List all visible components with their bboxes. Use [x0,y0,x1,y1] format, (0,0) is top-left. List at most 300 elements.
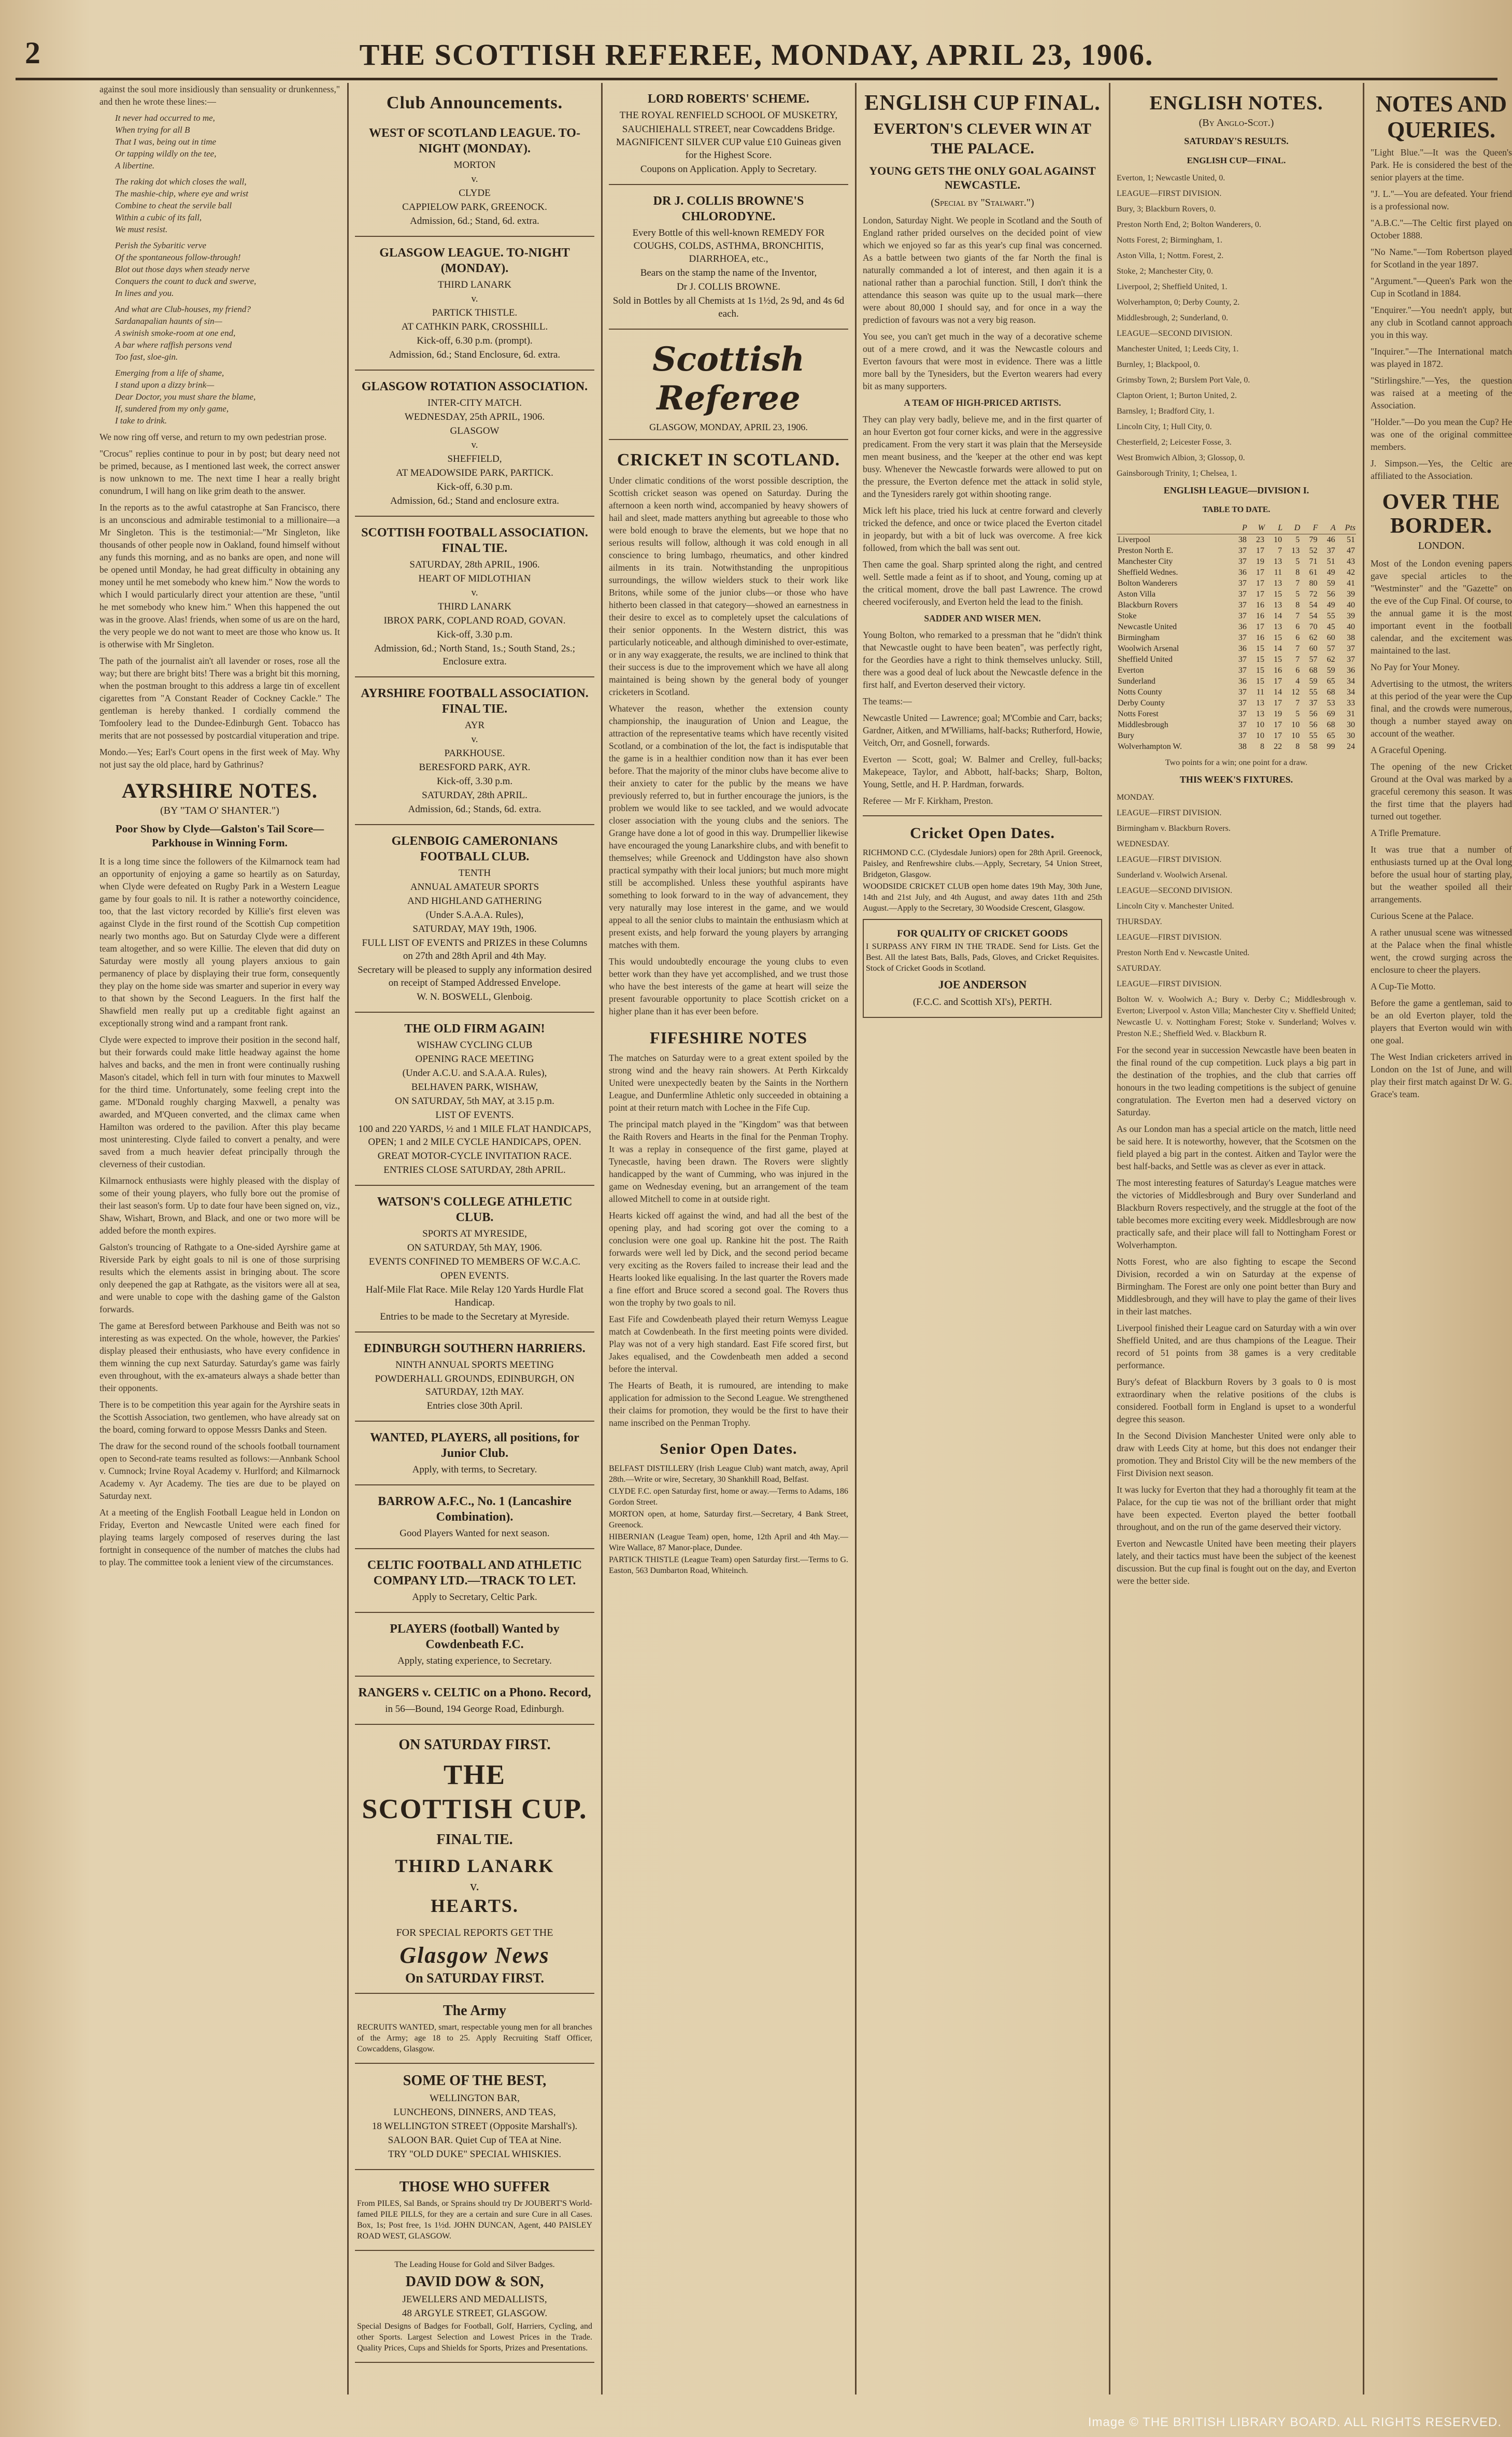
advert-title: THE OLD FIRM AGAIN! [404,1022,545,1036]
table-cell: 38 [1347,633,1355,642]
table-cell: Manchester City [1118,557,1173,566]
poem-stanza: Emerging from a life of shame, I stand upon a dizzy brink— Dear Doctor, you must share the blame, If, sundered from my only game, I take to drink. [115,368,256,426]
table-cell: 37 [1238,546,1247,555]
table-row [1117,534,1356,546]
table-row [1117,556,1356,567]
table-cell: Notts Forest [1118,710,1159,718]
advert-line: LUNCHEONS, DINNERS, AND TEAS, [393,2107,556,2118]
section-title-over-the-border: OVER THE BORDER. [1382,490,1501,538]
article-paragraph: Liverpool finished their League card on Saturday with a win over Sheffield United, and are thus champions of the League. Their record of 51 points from 38 games is a very creditable performance. [1117,1323,1356,1370]
table-cell: 5 [1295,710,1300,718]
article-paragraph: Everton — Scott, goal; W. Balmer and Crelley, full-backs; Makepeace, Taylor, and Abbott, half-backs; Sharp, Bolton, Young, Settle, and H. P. Hardman, forwards. [863,754,1102,789]
poem-stanza: And what are Club-houses, my friend? Sardanapalian haunts of sin— A swinish smoke-room at one end, A bar where raffish persons vend Too fast, sloe-gin. [115,304,251,362]
advert-team: HEARTS. [431,1895,519,1916]
advert-title: CELTIC FOOTBALL AND ATHLETIC COMPANY LTD.—TRACK TO LET. [367,1558,582,1588]
table-cell: 16 [1256,612,1264,620]
table-header-cell: D [1283,522,1301,534]
section-title-ayrshire: AYRSHIRE NOTES. [121,779,318,802]
article-paragraph: Newcastle United — Lawrence; goal; M'Combie and Carr, backs; Gardner, Aitken, and M'Williams, half-backs; Rutherford, Howie, Veitch, Orr, and Gosnell, forwards. [863,713,1102,748]
fixture-line: LEAGUE—FIRST DIVISION. [1117,980,1222,988]
advert-title: RANGERS v. CELTIC on a Phono. Record, [358,1686,591,1699]
table-row [1117,632,1356,643]
advert-line: PARKHOUSE. [444,748,505,759]
advert-line: SPORTS AT MYRESIDE, [422,1228,527,1239]
jewellers-advert [355,2251,594,2363]
article-paragraph: Under climatic conditions of the worst possible description, the Scottish cricket season was opened on Saturday. During the afternoon a keen north wind, accompanied by heavy showers of hail and sleet, made matters anything but agreeable to those who were bold enough to brave the elements, but we hope that no serious results will follow, although it was cold enough in all conscience to bring lumbago, rheumatics, and other kindred ailments in its train. Notwithstanding the unpropitious surroundings, the willow wielders stuck to their work like Britons, while some of the junior clubs—or those who have hitherto been classed in that category—showed an earnestness in their desire to excel as to completely upset the calculations of their senior opponents. In the Western district, this was particularly noticeable, and although diminished to over-estimate, or in any way exaggerate, the results, we are inclined to think that their success is due to the improvement which we have all along maintained is being shown by the general body of younger cricketers in Scotland. [609,475,848,697]
result-line: Middlesbrough, 2; Sunderland, 0. [1117,314,1229,322]
fixture-line: LEAGUE—FIRST DIVISION. [1117,809,1222,817]
table-cell: 40 [1347,601,1355,610]
advert-line: Dr J. COLLIS BROWNE. [676,281,781,292]
advert-line: MORTON [453,160,496,171]
table-cell: Blackburn Rovers [1118,601,1178,610]
advert-title: THOSE WHO SUFFER [399,2179,550,2195]
advert-team: THIRD LANARK [395,1855,554,1876]
dateline: LONDON. [1418,540,1465,551]
table-cell: 70 [1309,622,1318,631]
advert-line: SATURDAY, 28th APRIL, 1906. [409,559,540,570]
table-cell: 43 [1347,557,1355,566]
table-cell: 34 [1347,677,1355,686]
result-line: Notts Forest, 2; Birmingham, 1. [1117,236,1222,245]
fixture-line: THURSDAY. [1117,917,1162,926]
table-cell: 7 [1295,655,1300,664]
fixture-line: Bolton W. v. Woolwich A.; Bury v. Derby C.; Middlesbrough v. Everton; Liverpool v. Aston Villa; Manchester City v. Sheffield United; Newcastle U. v. Nottingham Forest; Stoke v. Sunderland; Wolves v. Preston N.E.; Sheffield Wed. v. Blackburn R. [1117,995,1356,1038]
table-cell: 65 [1326,677,1335,686]
table-cell: 46 [1326,535,1335,544]
club-advert [609,185,848,330]
article-paragraph: Curious Scene at the Palace. [1371,911,1474,921]
advert-line: THIRD LANARK [438,279,511,290]
article-paragraph: It is a long time since the followers of the Kilmarnock team had an opportunity of enjoying a game so heartily as on Saturday, when Clyde were defeated on Rugby Park in a Western League game by four goals to nil. It is rather a noteworthy coincidence, too, that the last victory recorded by Killie's first eleven was against Clyde in the first round of the Scottish Cup competition nearly two months ago. But on Saturday Clyde were a different team altogether, and so were Killie. The eleven that did duty on Saturday were mostly all young players anxious to gain permanency of place by displaying their true form, consequently they play on the home side was smarter and superior in every way to that shown by the Second Leaguers. In the first half the Shawfield men really put up a creditable fight against an exceptionally strong wind and a rampant front rank. [99,856,340,1028]
results-list [1117,173,1356,479]
fixture-line: SATURDAY. [1117,964,1161,973]
table-cell: 58 [1309,742,1318,751]
result-line: Everton, 1; Newcastle United, 0. [1117,174,1225,182]
table-cell: Notts County [1118,688,1162,697]
table-cell: 8 [1260,742,1264,751]
table-cell: 79 [1309,535,1318,544]
sub-headline: Poor Show by Clyde—Galston's Tail Score—Parkhouse in Winning Form. [115,823,324,849]
table-cell: 69 [1326,710,1335,718]
table-row [1117,589,1356,600]
advert-line: NINTH ANNUAL SPORTS MEETING [395,1359,554,1370]
advert-line: 18 WELLINGTON STREET (Opposite Marshall's). [372,2121,578,2132]
club-advert [355,1677,594,1725]
advert-line: v. [471,734,478,745]
table-cell: 56 [1309,720,1318,729]
table-row [1117,545,1356,556]
league-table-body [1117,534,1356,753]
column-1 [93,83,346,2405]
article-paragraph: There is to be competition this year again for the Ayrshire seats in the Scottish Association, two gentlemen, who have already sat on the board, coming forward to oppose Messrs Danks and Steen. [99,1399,340,1435]
masthead-rule [16,78,1497,80]
fixture-line: LEAGUE—FIRST DIVISION. [1117,933,1222,942]
table-cell: 6 [1295,666,1300,675]
result-line: Stoke, 2; Manchester City, 0. [1117,267,1214,276]
article-paragraph: Everton and Newcastle United have been meeting their players lately, and their tactics must have been the subject of the keenest discussion. But the cup final is fought out on the day, and Everton were the better side. [1117,1538,1356,1586]
table-row [1117,730,1356,741]
article-paragraph: Galston's trouncing of Rathgate to a One-sided Ayrshire game at Riverside Park by eight goals to nil is one of those surprising results which the elements assist in bringing about. The score only deepened the gap at Rathgate, as the visitors were all at sea, and were unable to cope with the dashing game of the Galston forwards. [99,1242,340,1314]
query-answer: "Stirlingshire."—Yes, the question was raised at a meeting of the Association. [1371,375,1512,410]
result-line: Preston North End, 2; Bolton Wanderers, 0. [1117,220,1261,229]
table-cell: Aston Villa [1118,590,1156,599]
table-cell: 23 [1256,535,1264,544]
table-cell: 37 [1238,655,1247,664]
table-cell: 17 [1256,622,1264,631]
table-cell: Woolwich Arsenal [1118,644,1179,653]
table-cell: 37 [1238,688,1247,697]
advert-line: GLASGOW [450,426,500,436]
query-answer: "No Name."—Tom Robertson played for Scotland in the year 1897. [1371,247,1512,270]
advert-line: BERESFORD PARK, AYR. [419,762,531,773]
advert-line: Secretary will be pleased to supply any information desired on receipt of Stamped Addressed Envelope. [358,965,592,988]
table-cell: 13 [1274,622,1282,631]
table-cell: 17 [1274,731,1282,740]
advert-line: in 56—Bound, 194 George Road, Edinburgh. [385,1704,564,1715]
advert-line: v. [470,1878,479,1893]
table-cell: 8 [1295,568,1300,577]
advert-paper-name: Glasgow News [400,1943,550,1968]
advert-line: SALOON BAR. Quiet Cup of TEA at Nine. [388,2135,562,2146]
table-cell: 56 [1309,710,1318,718]
query-answer: "Holder."—Do you mean the Cup? He was one of the original committee members. [1371,417,1512,452]
fixture-line: Lincoln City v. Manchester United. [1117,902,1234,911]
table-row [1117,643,1356,654]
advert-line: Bears on the stamp the name of the Inventor, [640,267,817,278]
advert-line: BELHAVEN PARK, WISHAW, [411,1082,538,1093]
advert-title: DAVID DOW & SON, [405,2274,544,2290]
result-line: LEAGUE—SECOND DIVISION. [1117,329,1233,338]
byline: (By Anglo-Scot.) [1199,117,1274,129]
cross-head: SADDER AND WISER MEN. [924,613,1041,624]
article-paragraph: Referee — Mr F. Kirkham, Preston. [863,796,993,806]
table-row [1117,719,1356,730]
table-cell: 17 [1256,579,1264,588]
table-cell: 37 [1309,699,1318,707]
table-cell: 11 [1274,568,1282,577]
result-line: West Bromwich Albion, 3; Glossop, 0. [1117,454,1245,462]
table-cell: 13 [1256,710,1264,718]
article-paragraph: No Pay for Your Money. [1371,662,1460,672]
advert-text: RECRUITS WANTED, smart, respectable young men for all branches of the Army; age 18 to 25. Apply Recruiting Staff Officer, Cowcaddens, Glasgow. [357,2023,592,2053]
query-answer: "Light Blue."—It was the Queen's Park. He is considered the best of the senior players at the time. [1371,147,1512,182]
article-paragraph: You see, you can't get much in the way of a decorative scheme out of a mere crowd, and it was the Newcastle colours and Everton favours that were most in evidence. There was a little more ball by the Tynesiders, but the Everton wearers had every bit as many supporters. [863,331,1102,391]
table-cell: 38 [1238,742,1247,751]
table-cell: 55 [1309,731,1318,740]
article-paragraph: The game at Beresford between Parkhouse and Beith was not so interesting as was expected. On the whole, however, the Parkies' display pleased their enthusiasts, who have every confidence in them winning the cup next Saturday. Saturday's game was fairly even throughout, with the ex-amateurs always a shade better than their opponents. [99,1321,340,1393]
lead-paragraph: against the soul more insidiously than sensuality or drunkenness," and then he wrote these lines:— [99,84,340,107]
table-cell: 15 [1274,633,1282,642]
table-cell: 54 [1309,601,1318,610]
table-cell: 49 [1326,568,1335,577]
table-row [1117,665,1356,676]
article-paragraph: The draw for the second round of the schools football tournament open to Second-rate teams resulted as follows:—Annbank School v. Cumnock; Irvine Royal Academy v. Hurlford; and Kilmarnock Academy v. Ayr Academy. The ties are due to be played on Saturday next. [99,1441,340,1501]
section-title-english-notes: ENGLISH NOTES. [1149,92,1323,114]
table-cell: 10 [1291,731,1300,740]
article-paragraph: For the second year in succession Newcastle have been beaten in the final round of the cup competition. Luck plays a big part in the destination of the trophies, and the club that carries off honours in the two leading competitions is the subject of genuine congratulation. The Everton men had a deserved victory on Saturday. [1117,1045,1356,1117]
advert-line: POWDERHALL GROUNDS, EDINBURGH, ON SATURDAY, 12th MAY. [375,1373,575,1397]
advert-line: Entries to be made to the Secretary at Myreside. [380,1311,569,1322]
section-title-senior-open-dates: Senior Open Dates. [660,1440,797,1457]
table-cell: 8 [1295,742,1300,751]
article-paragraph: They can play very badly, believe me, and in the first quarter of an hour Everton got four corner kicks, and were in the aggressive predicament. From the very start it was plain that the Merseyside men meant business, and the 'keeper at the other end was kept busy. Whenever the Newcastle forwards were allowed to put on the pressure, the Everton defence met the attack in solid style, and the Tynesiders rarely got within shooting range. [863,414,1102,499]
table-cell: 17 [1274,699,1282,707]
club-advert [355,237,594,371]
advert-title: WANTED, PLAYERS, all positions, for Junior Club. [370,1431,579,1460]
advert-title: PLAYERS (football) Wanted by Cowdenbeath F.C. [390,1622,560,1651]
table-cell: 15 [1274,590,1282,599]
club-advert [355,1186,594,1333]
sub-headline: SATURDAY'S RESULTS. [1184,136,1289,146]
table-cell: 14 [1274,688,1282,697]
article-paragraph: This would undoubtedly encourage the young clubs to even better work than they have yet accomplished, and we trust those who have the best interests of the game at heart will seize the present favourable opportunity to place Scottish cricket on a higher plane than it has ever been before. [609,956,848,1016]
club-advert [355,1422,594,1485]
fixture-line: Sunderland v. Woolwich Arsenal. [1117,871,1228,880]
table-header-cell: W [1248,522,1265,534]
advert-line: FOR SPECIAL REPORTS GET THE [396,1927,553,1938]
table-header-cell: L [1265,522,1283,534]
result-line: Gainsborough Trinity, 1; Chelsea, 1. [1117,469,1237,478]
article-paragraph: A Cup-Tie Motto. [1371,981,1436,991]
table-cell: 37 [1238,731,1247,740]
table-cell: 6 [1295,622,1300,631]
table-cell: 37 [1238,590,1247,599]
advert-line: FOR QUALITY OF CRICKET GOODS [897,928,1068,939]
advert-line: FINAL TIE. [436,1832,513,1848]
table-header-cell: P [1230,522,1248,534]
table-header-cell: F [1301,522,1318,534]
table-cell: 39 [1347,612,1355,620]
article-paragraph: Clyde were expected to improve their position in the second half, but their forwards could make little headway against the home halves and backs, and the men in front were continually rushing Mason's citadel, which fell in turn with four minutes to Maxwell for the third time. Unfortunately, some feeling crept into the game. M'Donald roughly charging Maxwell, a penalty was awarded, and M'Queen converted, and the climax came when Hamilton was ordered to the pavilion. After this play became most uninteresting. Clyde failed to convert a penalty, and were saved from a much heavier defeat principally through the cleverness of their custodian. [99,1035,340,1169]
advert-title: GLASGOW LEAGUE. TO-NIGHT (MONDAY). [379,246,570,275]
table-cell: 37 [1347,655,1355,664]
piles-advert [355,2170,594,2251]
table-cell: 52 [1309,546,1318,555]
article-paragraph: The matches on Saturday were to a great extent spoiled by the strong wind and the heavy rain showers. At Perth Kirkcaldy United were unexpectedly beaten by the Saints in the Northern League, and Dunfermline Athletic only succeeded in obtaining a point at their return match with Lochee in the Fife Cup. [609,1053,848,1113]
advert-title: DR J. COLLIS BROWNE'S CHLORODYNE. [653,194,804,223]
table-cell: 60 [1326,633,1335,642]
table-cell: 36 [1238,568,1247,577]
advert-line: Admission, 6d.; Stands, 6d. extra. [408,804,541,815]
result-line: Lincoln City, 1; Hull City, 0. [1117,422,1212,431]
advert-line: THIRD LANARK [438,601,511,612]
fixtures-list [1117,792,1356,1040]
advert-lead: ON SATURDAY FIRST. [398,1737,551,1753]
advert-line: TENTH [458,868,491,879]
table-cell: 37 [1238,601,1247,610]
table-cell: 17 [1256,590,1264,599]
table-cell: 17 [1274,677,1282,686]
table-cell: 13 [1256,699,1264,707]
table-cell: 5 [1295,535,1300,544]
table-cell: Sunderland [1118,677,1156,686]
table-cell: 15 [1256,677,1264,686]
poem-stanza: The raking dot which closes the wall, The mashie-chip, where eye and wrist Combine to cheat the servile ball Within a cubic of its fall, We must resist. [115,177,249,234]
article-paragraph: It was lucky for Everton that they had a thoroughly fit team at the Palace, for the cup tie was not of the brilliant order that might have been expected. Everton played the better football throughout, and on the run of the game deserved their victory. [1117,1484,1356,1532]
club-advert [355,1549,594,1613]
advert-line: ON SATURDAY, 5th MAY, 1906. [407,1242,543,1253]
advert-title: BARROW A.F.C., No. 1 (Lancashire Combination). [378,1495,572,1524]
advert-line: IBROX PARK, COPLAND ROAD, GOVAN. [383,615,566,626]
table-cell: 38 [1238,535,1247,544]
army-advert [355,1994,594,2064]
advert-line: v. [471,587,478,598]
table-cell: 17 [1274,720,1282,729]
table-cell: 13 [1274,579,1282,588]
table-cell: 37 [1238,557,1247,566]
advert-line: Apply to Secretary, Celtic Park. [412,1592,537,1603]
table-row [1117,741,1356,752]
club-advert [355,1485,594,1549]
poem-stanza: It never had occurred to me, When trying for all B That I was, being out in time Or tapping wildly on the tee, A libertine. [115,113,217,171]
table-cell: 22 [1274,742,1282,751]
table-header-cell: A [1318,522,1336,534]
result-line: Liverpool, 2; Sheffield United, 1. [1117,282,1228,291]
table-cell: 33 [1347,699,1355,707]
result-line: Barnsley, 1; Bradford City, 1. [1117,407,1215,416]
table-cell: 53 [1326,699,1335,707]
fixture-line: Preston North End v. Newcastle United. [1117,948,1250,957]
copyright-credit: Image © THE BRITISH LIBRARY BOARD. ALL RIGHTS RESERVED. [1088,2415,1502,2429]
article-paragraph: The principal match played in the "Kingdom" was that between the Raith Rovers and Hearts in the final for the Penman Trophy. It was a replay in consequence of the first game, played at Tynecastle, having been drawn. The Rovers were slightly handicapped by the want of Cumming, who was injured in the game on Wednesday evening, but an arrangement of the team allowed Mitchell to come in at outside right. [609,1119,848,1204]
table-cell: 37 [1238,720,1247,729]
table-cell: 15 [1274,655,1282,664]
table-row [1117,621,1356,632]
league-table-note: Two points for a win; one point for a draw. [1165,758,1308,767]
advert-line: THE ROYAL RENFIELD SCHOOL OF MUSKETRY, [619,110,838,121]
advert-line: Kick-off, 3.30 p.m. [436,629,513,640]
table-row [1117,687,1356,698]
table-cell: 68 [1326,720,1335,729]
queries-list [1371,146,1512,482]
result-line: Wolverhampton, 0; Derby County, 2. [1117,298,1240,307]
table-row [1117,654,1356,665]
table-cell: 59 [1326,579,1335,588]
table-cell: 37 [1238,666,1247,675]
over-the-border-articles [1371,557,1512,1100]
advert-line: Half-Mile Flat Race. Mile Relay 120 Yards Hurdle Flat Handicap. [365,1284,584,1308]
league-table-title: ENGLISH LEAGUE—DIVISION I. [1163,485,1309,495]
advert-line: SAUCHIEHALL STREET, near Cowcaddens Bridge. MAGNIFICENT SILVER CUP value £10 Guineas given for the Highest Score. [616,124,841,161]
table-cell: 7 [1295,612,1300,620]
open-date-advert: MORTON open, at home, Saturday first.—Secretary, 4 Bank Street, Greenock. [609,1510,848,1529]
article-paragraph: In the Second Division Manchester United were only able to draw with Leeds City at home, but this does not endanger their promotion. They and Bristol City will be the new members of the First Division next season. [1117,1430,1356,1478]
table-cell: Middlesbrough [1118,720,1168,729]
advert-line: Kick-off, 6.30 p.m. [436,481,513,492]
table-cell: 80 [1309,579,1318,588]
advert-line: EVENTS CONFINED TO MEMBERS OF W.C.A.C. [368,1256,581,1267]
advert-line: GREAT MOTOR-CYCLE INVITATION RACE. [377,1151,572,1161]
table-cell: 13 [1274,601,1282,610]
table-cell: 72 [1309,590,1318,599]
result-line: Aston Villa, 1; Nottm. Forest, 2. [1117,251,1224,260]
advert-line: AT MEADOWSIDE PARK, PARTICK. [396,467,553,478]
advert-line: AT CATHKIN PARK, CROSSHILL. [401,321,548,332]
fixture-line: WEDNESDAY. [1117,840,1169,848]
advert-title: SOME OF THE BEST, [403,2073,547,2089]
advert-line: ANNUAL AMATEUR SPORTS [410,882,539,892]
query-answer: J. Simpson.—Yes, the Celtic are affiliated to the Association. [1371,458,1512,481]
article-paragraph: We now ring off verse, and return to my own pedestrian prose. [99,432,327,442]
advert-line: AND HIGHLAND GATHERING [407,896,542,906]
advert-title: GLENBOIG CAMERONIANS FOOTBALL CLUB. [391,834,558,863]
table-cell: 16 [1274,666,1282,675]
club-advert [355,825,594,1013]
table-cell: 5 [1295,557,1300,566]
table-cell: Birmingham [1118,633,1160,642]
advert-text: From PILES, Sal Bands, or Sprains should try Dr JOUBERT'S World-famed PILE PILLS, for they are a certain and sure Cure in all Cases. Box, 1s; Post free, 1s 1½d. JOHN DUNCAN, Agent, 440 PAISLEY ROAD WEST, GLASGOW. [357,2199,592,2241]
club-advert [355,117,594,237]
advert-title: GLASGOW ROTATION ASSOCIATION. [361,380,588,393]
open-date-advert: RICHMOND C.C. (Clydesdale Juniors) open for 28th April. Greenock, Paisley, and Renfrewshire clubs.—Apply, Secretary, 54 Union Street, Bridgeton, Glasgow. [863,848,1102,879]
table-cell: 37 [1238,710,1247,718]
result-line: Clapton Orient, 1; Burton United, 2. [1117,391,1237,400]
query-answer: "A.B.C."—The Celtic first played on October 1888. [1371,218,1512,240]
table-cell: 13 [1274,557,1282,566]
table-cell: 62 [1309,633,1318,642]
advert-line: Admission, 6d.; Stand and enclosure extra. [390,495,560,506]
section-title-english-cup-final: ENGLISH CUP FINAL. [864,91,1101,115]
advert-line: Apply, with terms, to Secretary. [412,1464,537,1475]
article-paragraph: Young Bolton, who remarked to a pressman that he "didn't think that Newcastle ought to have been beaten", was perfectly right, for the Geordies have a right to think themselves unlucky. Still, there was a good deal of luck about the Newcastle defence in the first half, and Everton deserved their victory. [863,630,1102,690]
table-cell: 68 [1309,666,1318,675]
advert-line: CAPPIELOW PARK, GREENOCK. [402,202,547,212]
article-paragraph: In the reports as to the awful catastrophe at San Francisco, there is an unconscious and admirable testimonial to a millionaire—a Mr Singleton. This is the testimonial:—"Mr Singleton, like thousands of other people now in Oakland, found himself without any funds this morning, and as no banks are open, and none will be opened until Monday, he had great difficulty in obtaining any money until he met somebody who knew him." Now the words to which I would particularly direct your attention are these, "until he met somebody who knew him." When this happened the out was in the groove. Alas! friends, when some of us are on the hard, the very people we do not want to meet are those who know us. It is otherwise with Mr Singleton. [99,502,340,649]
table-cell: 37 [1238,633,1247,642]
table-cell: 99 [1326,742,1335,751]
club-advert [355,371,594,517]
advert-text: I SURPASS ANY FIRM IN THE TRADE. Send for Lists. Get the Best. All the latest Bats, Balls, Pads, Gloves, and Cricket Requisites. Stock of Cricket Goods in Scotland. [866,942,1099,973]
advert-line: 48 ARGYLE STREET, GLASGOW. [402,2308,548,2319]
table-cell: 42 [1347,568,1355,577]
advert-line: ENTRIES CLOSE SATURDAY, 28th APRIL. [383,1165,566,1175]
table-cell: Stoke [1118,612,1137,620]
open-date-advert: BELFAST DISTILLERY (Irish League Club) want match, away, April 28th.—Write or wire, Secretary, 30 Shankhill Road, Belfast. [609,1464,848,1484]
table-row [1117,600,1356,611]
table-cell: 6 [1295,633,1300,642]
advert-line: WISHAW CYCLING CLUB [417,1040,533,1051]
article-paragraph: Notts Forest, who are also fighting to escape the Second Division, recorded a win on Saturday at the expense of Birmingham. The Forest are only one point better than Bury and Middlesbrough, and they will have to play the game of their lives in their last matches. [1117,1256,1356,1316]
article-paragraph: Bury's defeat of Blackburn Rovers by 3 goals to 0 is most extraordinary when the relative positions of the clubs is considered. Football form in England is upset to a wonderful degree this season. [1117,1377,1356,1424]
table-cell: 37 [1326,546,1335,555]
table-cell: 55 [1309,688,1318,697]
article-paragraph: A Graceful Opening. [1371,745,1447,755]
table-cell: 39 [1347,590,1355,599]
advert-line: (F.C.C. and Scottish XI's), PERTH. [912,997,1052,1008]
table-cell: 59 [1309,677,1318,686]
advert-line: JEWELLERS AND MEDALLISTS, [402,2294,547,2305]
column-3-adverts [609,83,848,330]
advert-line: HEART OF MIDLOTHIAN [418,573,531,584]
table-cell: 7 [1295,644,1300,653]
dateline: GLASGOW, MONDAY, APRIL 23, 1906. [609,421,848,440]
result-line: Grimsby Town, 2; Burslem Port Vale, 0. [1117,376,1250,385]
advert-title: SCOTTISH FOOTBALL ASSOCIATION. FINAL TIE. [361,526,588,555]
club-advert [355,677,594,825]
sub-headline: ENGLISH CUP—FINAL. [1187,155,1286,165]
table-cell: 12 [1291,688,1300,697]
table-cell: Liverpool [1118,535,1151,544]
advert-line: v. [471,293,478,304]
advert-line: CLYDE [459,188,491,199]
table-cell: 65 [1326,731,1335,740]
table-cell: 14 [1274,612,1282,620]
result-line: Chesterfield, 2; Leicester Fosse, 3. [1117,438,1232,447]
advert-line: 100 and 220 YARDS, ½ and 1 MILE FLAT HANDICAPS, OPEN; 1 and 2 MILE CYCLE HANDICAPS, OPEN. [358,1124,591,1147]
table-cell: 10 [1291,720,1300,729]
table-cell: 4 [1295,677,1300,686]
